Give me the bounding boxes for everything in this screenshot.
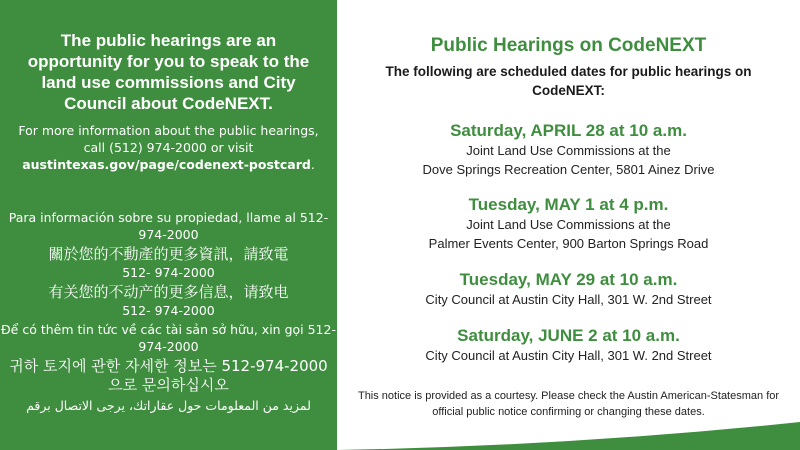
bottom-curve-decoration [0, 420, 800, 450]
korean-text: 귀하 토지에 관한 자세한 정보는 512-974-2000 으로 문의하십시오 [9, 357, 328, 394]
hearings-intro: The following are scheduled dates for public hearings on CodeNEXT: [385, 64, 752, 98]
hearing-may-1 [337, 194, 800, 253]
arabic-text: لمزيد من المعلومات حول عقاراتك، يرجى الاتصال برقم [26, 398, 311, 413]
hearing-june-2 [337, 325, 800, 365]
hearing-may-29 [337, 269, 800, 309]
hearing-date: Saturday, JUNE 2 at 10 a.m. [457, 326, 680, 345]
website-link[interactable]: austintexas.gov/page/codenext-postcard [22, 157, 311, 172]
vietnamese-text: Để có thêm tin tức về các tài sản sở hữu, xin gọi 512-974-2000 [1, 322, 336, 354]
hearing-line: City Council at Austin City Hall, 301 W. 2nd Street [425, 292, 712, 307]
hearings-title: Public Hearings on CodeNEXT [430, 35, 707, 56]
lead-statement: The public hearings are an opportunity for you to speak to the land use commissions and City Council about CodeNEXT. [27, 31, 310, 113]
hearing-line: Palmer Events Center, 900 Barton Springs Road [428, 236, 709, 251]
simplified-chinese-text: 有关您的不动产的更多信息，请致电 [48, 283, 289, 301]
info-period: . [310, 157, 315, 172]
traditional-chinese-phone: 512- 974-2000 [122, 265, 215, 280]
hearing-line: City Council at Austin City Hall, 301 W. 2nd Street [425, 348, 712, 363]
courtesy-notice: This notice is provided as a courtesy. Please check the Austin American-Statesman for official public notice confirming or changing these dates. [357, 390, 780, 418]
hearing-date: Saturday, APRIL 28 at 10 a.m. [450, 121, 687, 140]
info-text [18, 122, 319, 173]
hearing-date: Tuesday, MAY 29 at 10 a.m. [459, 270, 678, 289]
hearing-line: Dove Springs Recreation Center, 5801 Ainez Drive [422, 162, 715, 177]
hearing-date: Tuesday, MAY 1 at 4 p.m. [468, 195, 669, 214]
hearing-line: Joint Land Use Commissions at the [466, 217, 671, 232]
right-panel [337, 0, 800, 450]
hearing-line: Joint Land Use Commissions at the [466, 143, 671, 158]
spanish-text: Para información sobre su propiedad, llame al 512- 974-2000 [8, 210, 329, 242]
left-panel [0, 0, 337, 450]
info-sentence: For more information about the public hearings, call (512) 974-2000 or visit [18, 123, 319, 155]
language-block [0, 209, 337, 414]
hearing-april-28 [337, 120, 800, 179]
simplified-chinese-phone: 512- 974-2000 [122, 303, 215, 318]
traditional-chinese-text: 關於您的不動產的更多資訊，請致電 [48, 245, 289, 263]
